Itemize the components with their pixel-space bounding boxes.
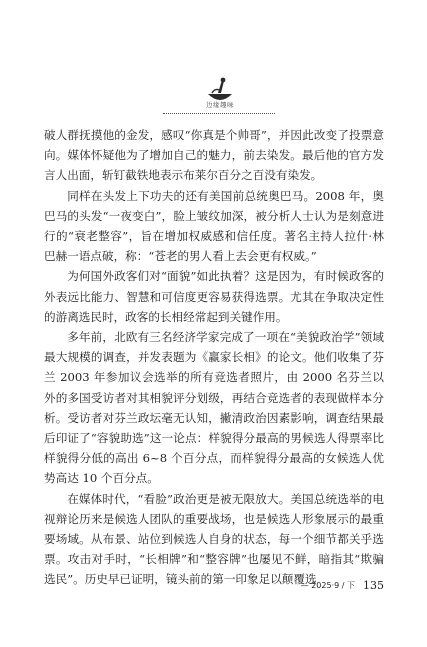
paragraph: 同样在头发上下功夫的还有美国前总统奥巴马。2008 年，奥巴马的头发“一夜变白”，脸上皱纹加深，被分析人士认为是刻意进行的“衰老整容”，旨在增加权威感和信任度。著名主持人拉什·林巴赫一语点破，称：“苍老的男人看上去会更有权威。” — [44, 188, 384, 264]
page-header — [0, 0, 427, 125]
paragraph: 为何国外政客们对“面貌”如此执着？这是因为，有时候政客的外表远比能力、智慧和可信度更容易获得选票。尤其在争取决定性的游离选民时，政客的长相经常起到关键作用。 — [44, 269, 384, 324]
page-footer — [301, 579, 384, 592]
paragraph: 破人群抚摸他的金发，感叹“你真是个帅哥”，并因此改变了投票意向。媒体怀疑他为了增加自己的魅力，前去染发。最后他的官方发言人出面，斩钉截铁地表示布莱尔百分之百没有染发。 — [44, 128, 384, 183]
issue-label: — 2025·9 / 下 — [300, 581, 355, 590]
paragraph: 在媒体时代，“看脸”政治更是被无限放大。美国总统选举的电视辩论历来是候选人团队的重要战场，也是候选人形象展示的最重要场域。从布景、站位到候选人自身的状态，每一个细节都关乎选票。攻击对手时，“长相牌”和“整容牌”也屡见不鲜，暗指其“欺骗选民”。历史早已证明，镜头前的第一印象足以颠覆选 — [44, 491, 384, 587]
header-divider — [163, 113, 275, 114]
section-label: 边缘趣味 — [206, 101, 234, 109]
page-number: 135 — [363, 579, 384, 592]
paragraph: 多年前，北欧有三名经济学家完成了一项在“美貌政治学”领域最大规模的调查，并发表题为《赢家长相》的论文。他们收集了芬兰 2003 年参加议会选举的所有竞选者照片，由 2000 名芬兰以外的多国受访者对其相貌评分划级，再结合竞选者的表现做样本分析。受访者对芬兰政坛毫无认知，撇清政治因素影响，调查结果最后印证了“容貌助选”这一论点：样貌得分最高的男候选人得票率比样貌得分低的高出 6~8 个百分点，而样貌得分最高的女候选人优势高达 10 个百分点。 — [44, 330, 384, 486]
article-body — [44, 125, 384, 590]
